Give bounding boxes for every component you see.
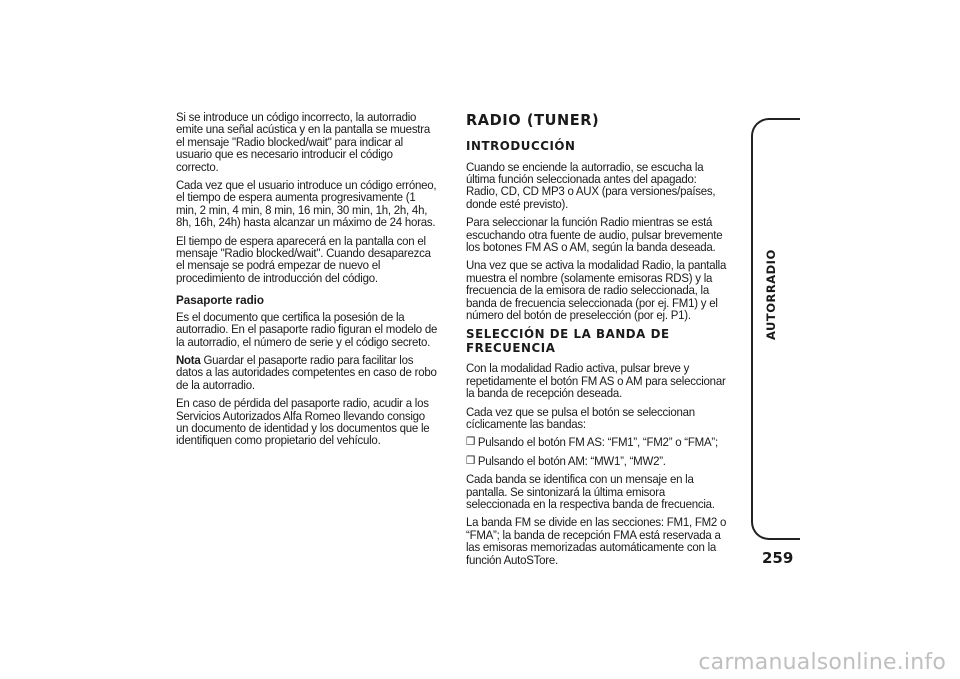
- paragraph-wait-time: Cada vez que el usuario introduce un código erróneo, el tiempo de espera aumenta progresivamente (1 min, 2 min, 4 min, 8 min, 16 min, 30 min, 1h, 2h, 4h, 8h, 16h, 24h) hasta alcanzar un máximo de 24 horas.: [176, 178, 437, 230]
- watermark: carmanualsonline.info: [698, 650, 946, 675]
- page-number: 259: [762, 549, 794, 567]
- bullet-am-text: Pulsando el botón AM: “MW1”, “MW2”.: [477, 453, 666, 468]
- paragraph-power-on: Cuando se enciende la autorradio, se escucha la última función seleccionada antes del apagado: Radio, CD, CD MP3 o AUX (para versiones/países, donde esté previsto).: [466, 159, 716, 211]
- subheading-introduction: INTRODUCCIÓN: [466, 138, 576, 153]
- note-text: Guardar el pasaporte radio para facilitar los datos a las autoridades competentes en caso de robo de la autorradio.: [176, 352, 437, 392]
- list-item: [466, 436, 727, 448]
- paragraph-display-info: Una vez que se activa la modalidad Radio, la pantalla muestra el nombre (solamente emisoras RDS) y la frecuencia de la emisora de radio seleccionada, la banda de frecuencia seleccionada (por ej. FM1) y el número del botón de preselección (por ej. P1).: [466, 258, 727, 322]
- paragraph-fm-sections: La banda FM se divide en las secciones: FM1, FM2 o “FMA”; la banda de recepción FMA está reservada a las emisoras memorizadas automáticamente con la función AutoSTore.: [466, 515, 727, 567]
- list-item: [466, 455, 727, 467]
- right-column: [466, 111, 727, 572]
- paragraph-band-message: Cada banda se identifica con un mensaje en la pantalla. Se sintonizará la última emisora seleccionada en la respectiva banda de frecuencia.: [466, 472, 715, 512]
- paragraph-passport: Es el documento que certifica la posesión de la autorradio. En el pasaporte radio figuran el modelo de la autorradio, el número de serie y el código secreto.: [176, 309, 438, 349]
- paragraph-lost-passport: En caso de pérdida del pasaporte radio, acudir a los Servicios Autorizados Alfa Romeo llevando consigo un documento de identidad y los documentos que le identifiquen como propietario del vehículo.: [176, 396, 430, 448]
- section-title: RADIO (TUNER): [466, 111, 600, 129]
- paragraph-select-radio: Para seleccionar la función Radio mientras se está escuchando otra fuente de audio, pulsar brevemente los botones FM AS o AM, según la banda deseada.: [466, 215, 723, 254]
- paragraph-band-press: Con la modalidad Radio activa, pulsar breve y repetidamente el botón FM AS o AM para seleccionar la banda de recepción deseada.: [466, 361, 726, 401]
- subheading-band-selection: SELECCIÓN DE LA BANDA DE FRECUENCIA: [466, 326, 670, 355]
- note-label: Nota: [176, 352, 201, 367]
- checkbox-bullet-icon: ❒: [466, 454, 476, 467]
- paragraph-wait-message: El tiempo de espera aparecerá en la pantalla con el mensaje "Radio blocked/wait". Cuando desaparezca el mensaje se podrá empezar de nuevo el procedimiento de introducción del código.: [176, 233, 431, 285]
- paragraph-note: [176, 354, 437, 391]
- bullet-fm-text: Pulsando el botón FM AS: “FM1”, “FM2” o “FMA”;: [477, 435, 718, 450]
- chapter-side-label: AUTORRADIO: [764, 249, 778, 340]
- heading-radio-passport: Pasaporte radio: [176, 293, 265, 308]
- checkbox-bullet-icon: ❒: [466, 436, 476, 449]
- left-column: [176, 111, 437, 453]
- paragraph-wrong-code: Si se introduce un código incorrecto, la autorradio emite una señal acústica y en la pantalla se muestra el mensaje "Radio blocked/wait" para indicar al usuario que es necesario introducir el código correcto.: [176, 110, 430, 174]
- paragraph-band-cycle: Cada vez que se pulsa el botón se seleccionan cíclicamente las bandas:: [466, 404, 695, 431]
